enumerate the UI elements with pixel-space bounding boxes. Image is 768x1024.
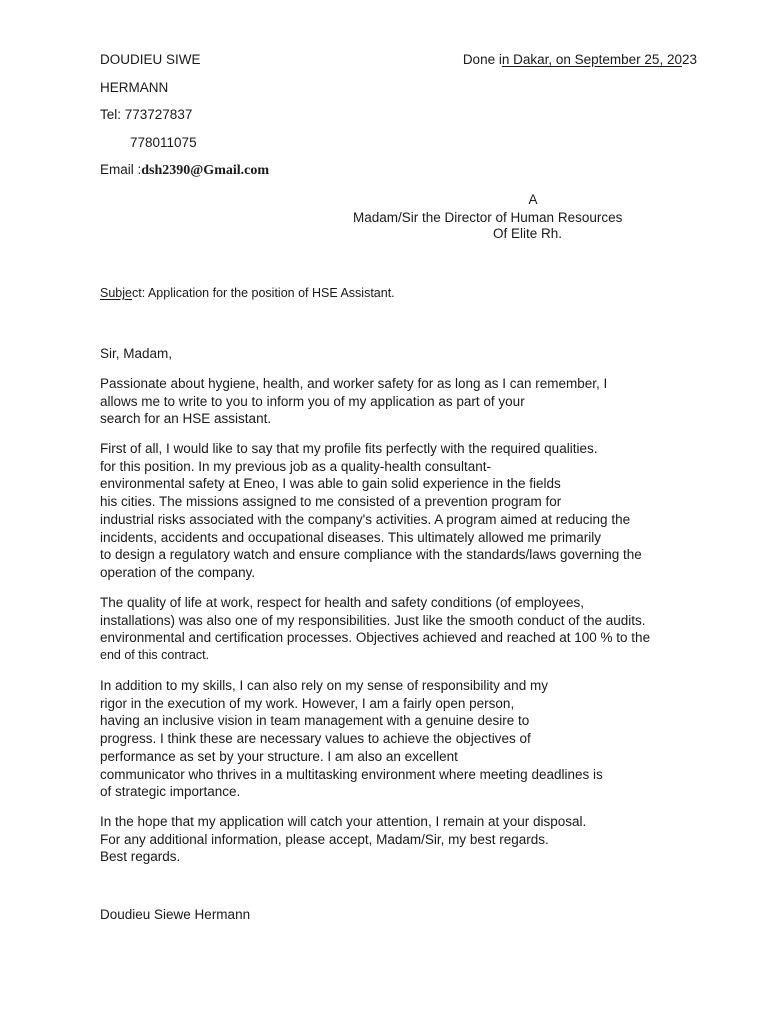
paragraph-line: end of this contract. [100,648,210,663]
paragraph-line: search for an HSE assistant. [100,411,272,427]
signature: Doudieu Siewe Hermann [100,907,251,922]
paragraph-line: of strategic importance. [100,784,241,800]
date-suffix: 23 [681,52,697,67]
paragraph-line: For any additional information, please accept, Madam/Sir, my best regards. [100,831,549,847]
subject-text: : Application for the position of HSE Assistant. [141,286,395,300]
email-label: Email : [100,162,142,177]
subject-label: Subje [100,286,132,300]
date-underlined: n Dakar, on September 25, 20 [501,52,682,67]
paragraph-line: Best regards. [100,849,181,865]
recipient-line3: Of Elite Rh. [493,226,563,241]
paragraph-line: industrial risks associated with the company's activities. A program aimed at reducing the [100,511,631,527]
paragraph-line: having an inclusive vision in team management with a genuine desire to [100,713,530,729]
paragraph-line: his cities. The missions assigned to me consisted of a prevention program for [100,494,562,510]
paragraph-line: incidents, accidents and occupational diseases. This ultimately allowed me primarily [100,529,601,545]
sender-name-line2: HERMANN [100,80,169,95]
paragraph-line: allows me to write to you to inform you of my application as part of your [100,393,525,409]
subject-line [100,286,395,300]
paragraph-line: In the hope that my application will catch your attention, I remain at your disposal. [100,814,587,829]
email-value: dsh2390@Gmail.com [141,163,270,178]
sender-phone: Tel: 773727837 [100,107,193,122]
paragraph-line: In addition to my skills, I can also rely on my sense of responsibility and my [100,678,548,693]
salutation: Sir, Madam, [100,346,173,361]
paragraph-line: Passionate about hygiene, health, and worker safety for as long as I can remember, I [100,376,608,391]
body-paragraph-1 [100,375,690,428]
body-paragraph-5 [100,813,690,866]
paragraph-line: for this position. In my previous job as a quality-health consultant- [100,458,491,474]
sender-email [100,162,269,179]
paragraph-line: progress. I think these are necessary values to achieve the objectives of [100,731,531,747]
paragraph-line: to design a regulatory watch and ensure compliance with the standards/laws governing the [100,547,642,563]
date-line [463,52,697,67]
recipient-line1: A [528,192,538,207]
paragraph-line: The quality of life at work, respect for health and safety conditions (of employees, [100,595,585,610]
paragraph-line: operation of the company. [100,564,256,580]
body-paragraph-3 [100,594,690,665]
date-prefix: Done i [462,52,502,67]
body-paragraph-2 [100,440,690,582]
sender-name-line1: DOUDIEU SIWE [100,52,201,67]
paragraph-line: environmental safety at Eneo, I was able to gain solid experience in the fields [100,476,561,492]
paragraph-line: communicator who thrives in a multitasking environment where meeting deadlines is [100,766,603,782]
paragraph-line: performance as set by your structure. I am also an excellent [100,748,458,764]
recipient-line2: Madam/Sir the Director of Human Resources [353,210,623,225]
subject-label-rest: ct [131,286,142,300]
sender-phone-second: 778011075 [130,135,197,150]
paragraph-line: First of all, I would like to say that my profile fits perfectly with the required qualities. [100,441,598,456]
body-paragraph-4 [100,677,690,801]
paragraph-line: rigor in the execution of my work. However, I am a fairly open person, [100,695,515,711]
paragraph-line: installations) was also one of my responsibilities. Just like the smooth conduct of the audits. [100,612,646,628]
paragraph-line: environmental and certification processes. Objectives achieved and reached at 100 % to the [100,630,651,646]
